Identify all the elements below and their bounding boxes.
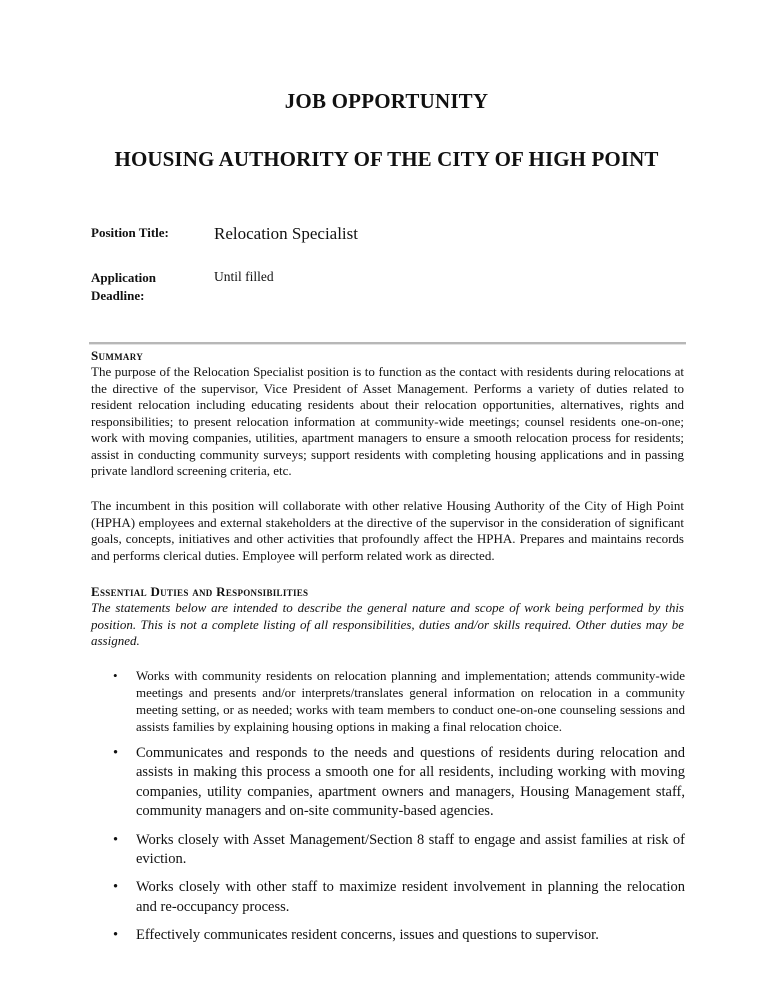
organization-title: HOUSING AUTHORITY OF THE CITY OF HIGH POINT bbox=[114, 147, 659, 171]
duty-text: Works closely with Asset Management/Section 8 staff to engage and assist families at risk of eviction. bbox=[136, 831, 685, 868]
position-title-label: Position Title: bbox=[91, 225, 169, 240]
bullet-icon: • bbox=[113, 879, 119, 896]
deadline-label-line2: Deadline: bbox=[91, 288, 145, 303]
duty-text: Communicates and responds to the needs and questions of residents during relocation and assists in making this process a smooth one for all residents, including working with moving companies, utility companies, apartment owners and managers, Housing Management staff, community managers and on-site community-based agencies. bbox=[136, 745, 685, 820]
summary-paragraph-1: The purpose of the Relocation Specialist position is to function as the contact with residents during relocations at the directive of the supervisor, Vice President of Asset Management. Performs a variety of duties related to resident relocation including educating residents about their relocation opportunities, alternatives, rights and responsibilities; to present relocation information at community-wide meetings; counsel residents one-on-one; work with moving companies, utilities, apartment managers to ensure a smooth relocation process for residents; assist in conducting community surveys; support residents with completing housing applications and in passing private landlord screening criteria, etc. bbox=[91, 364, 684, 478]
bullet-icon: • bbox=[113, 668, 118, 683]
bullet-icon: • bbox=[113, 745, 119, 761]
list-item bbox=[113, 878, 685, 917]
summary-paragraph-2: The incumbent in this position will collaborate with other relative Housing Authority of the City of High Point (HPHA) employees and external stakeholders at the directive of the supervisor in the consideration of significant goals, concepts, initiatives and other activities that profoundly affect the HPHA. Prepares and maintains records and performs clerical duties. Employee will perform related work as directed. bbox=[91, 498, 684, 563]
deadline-value: Until filled bbox=[214, 269, 274, 284]
document-title: JOB OPPORTUNITY bbox=[284, 89, 489, 113]
section-divider bbox=[89, 342, 686, 344]
position-title-value: Relocation Specialist bbox=[214, 224, 358, 243]
duties-heading: Essential Duties and Responsibilities bbox=[91, 584, 309, 599]
list-item bbox=[113, 831, 685, 870]
duties-intro: The statements below are intended to describe the general nature and scope of work being performed by this position. This is not a complete listing of all responsibilities, duties and/or skills required. Other duties may be assigned. bbox=[91, 600, 684, 648]
duty-text: Effectively communicates resident concerns, issues and questions to supervisor. bbox=[136, 927, 599, 944]
deadline-label bbox=[91, 269, 156, 305]
duties-list bbox=[113, 667, 685, 946]
list-item bbox=[113, 926, 685, 945]
deadline-label-line1: Application bbox=[91, 270, 157, 285]
duty-text: Works closely with other staff to maximize resident involvement in planning the relocation and re-occupancy process. bbox=[136, 879, 685, 915]
bullet-icon: • bbox=[113, 927, 119, 944]
bullet-icon: • bbox=[113, 831, 119, 848]
list-item bbox=[113, 744, 685, 822]
summary-heading: Summary bbox=[91, 348, 144, 363]
list-item bbox=[113, 667, 685, 735]
duty-text: Works with community residents on relocation planning and implementation; attends community-wide meetings and presents and/or interprets/translates general information on relocation in a community meeting setting, or as needed; works with team members to conduct one-on-one counseling sessions and assists families by explaining housing options in making a final relocation choice. bbox=[136, 668, 685, 734]
